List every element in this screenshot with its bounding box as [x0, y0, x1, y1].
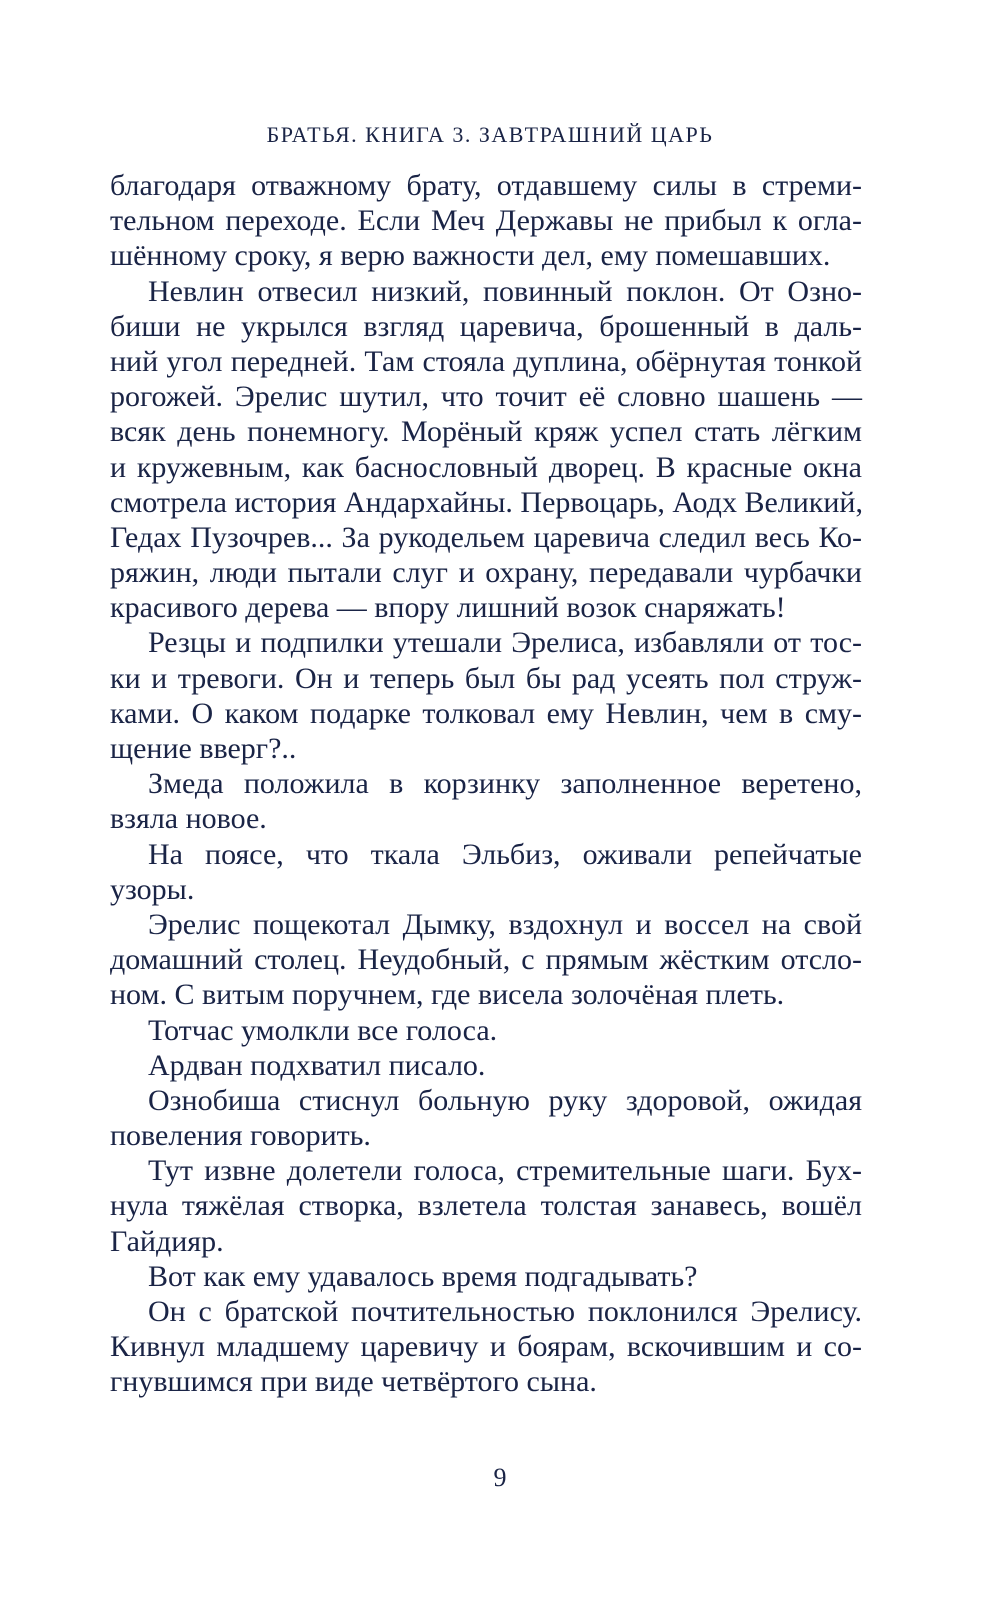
text-line: Он с братской почтительностью поклонился Эрелису.: [148, 1295, 862, 1328]
text-line: Эрелис пощекотал Дымку, вздохнул и воссел на свой: [148, 907, 862, 941]
text-line: всяк день понемногу. Морёный кряж успел стать лёгким: [110, 415, 862, 449]
text-line: ряжин, люди пытали слуг и охрану, передавали чурбачки: [110, 556, 862, 590]
text-line: На поясе, что ткала Эльбиз, оживали репейчатые: [148, 837, 862, 871]
text-line: Тотчас умолкли все голоса.: [148, 1013, 498, 1047]
text-line: Тут извне долетели голоса, стремительные шаги. Бух-: [148, 1154, 862, 1188]
text-line: благодаря отважному брату, отдавшему силы в стреми-: [110, 169, 862, 202]
text-line: домашний столец. Неудобный, с прямым жёстким отсло-: [110, 943, 862, 977]
text-line: гнувшимся при виде четвёртого сына.: [110, 1365, 597, 1399]
text-line: тельном переходе. Если Меч Державы не прибыл к огла-: [110, 204, 862, 238]
text-line: шённому сроку, я верю важности дел, ему помешавших.: [110, 239, 831, 273]
body-text: [110, 168, 862, 1400]
text-line: смотрела история Андархайны. Первоцарь, Аодх Великий,: [110, 485, 863, 519]
text-line: узоры.: [110, 872, 195, 906]
text-line: щение вверг?..: [110, 732, 297, 765]
text-line: ки и тревоги. Он и теперь был бы рад усеять пол струж-: [110, 661, 862, 695]
text-line: биши не укрылся взгляд царевича, брошенный в даль-: [110, 309, 862, 343]
text-line: Гедах Пузочрев... За рукодельем царевича следил весь Ко-: [110, 520, 862, 554]
text-line: Змеда положила в корзинку заполненное веретено,: [148, 767, 862, 801]
text-line: Ардван подхватил писало.: [148, 1048, 486, 1082]
text-line: Вот как ему удавалось время подгадывать?: [148, 1259, 698, 1293]
page-number: 9: [493, 1463, 507, 1492]
text-line: повеления говорить.: [110, 1119, 371, 1153]
running-title: БРАТЬЯ. КНИГА 3. ЗАВТРАШНИЙ ЦАРЬ: [266, 122, 714, 147]
text-line: взяла новое.: [110, 802, 267, 836]
text-line: ний угол передней. Там стояла дуплина, обёрнутая тонкой: [110, 344, 862, 378]
text-line: красивого дерева — впору лишний возок снаряжать!: [110, 591, 786, 625]
text-line: Резцы и подпилки утешали Эрелиса, избавляли от тос-: [148, 626, 862, 660]
text-line: Ознобиша стиснул больную руку здоровой, ожидая: [148, 1083, 862, 1117]
text-line: нула тяжёлая створка, взлетела толстая занавесь, вошёл: [110, 1189, 862, 1223]
text-line: ками. О каком подарке толковал ему Невлин, чем в сму-: [110, 696, 862, 730]
text-line: рогожей. Эрелис шутил, что точит её словно шашень —: [110, 380, 862, 414]
text-line: ном. С витым поручнем, где висела золочёная плеть.: [110, 978, 785, 1012]
text-line: Гайдияр.: [110, 1224, 224, 1258]
text-line: Кивнул младшему царевичу и боярам, вскочившим и со-: [110, 1330, 862, 1364]
text-line: Невлин отвесил низкий, повинный поклон. От Озно-: [148, 274, 862, 308]
text-line: и кружевным, как баснословный дворец. В красные окна: [110, 450, 862, 484]
